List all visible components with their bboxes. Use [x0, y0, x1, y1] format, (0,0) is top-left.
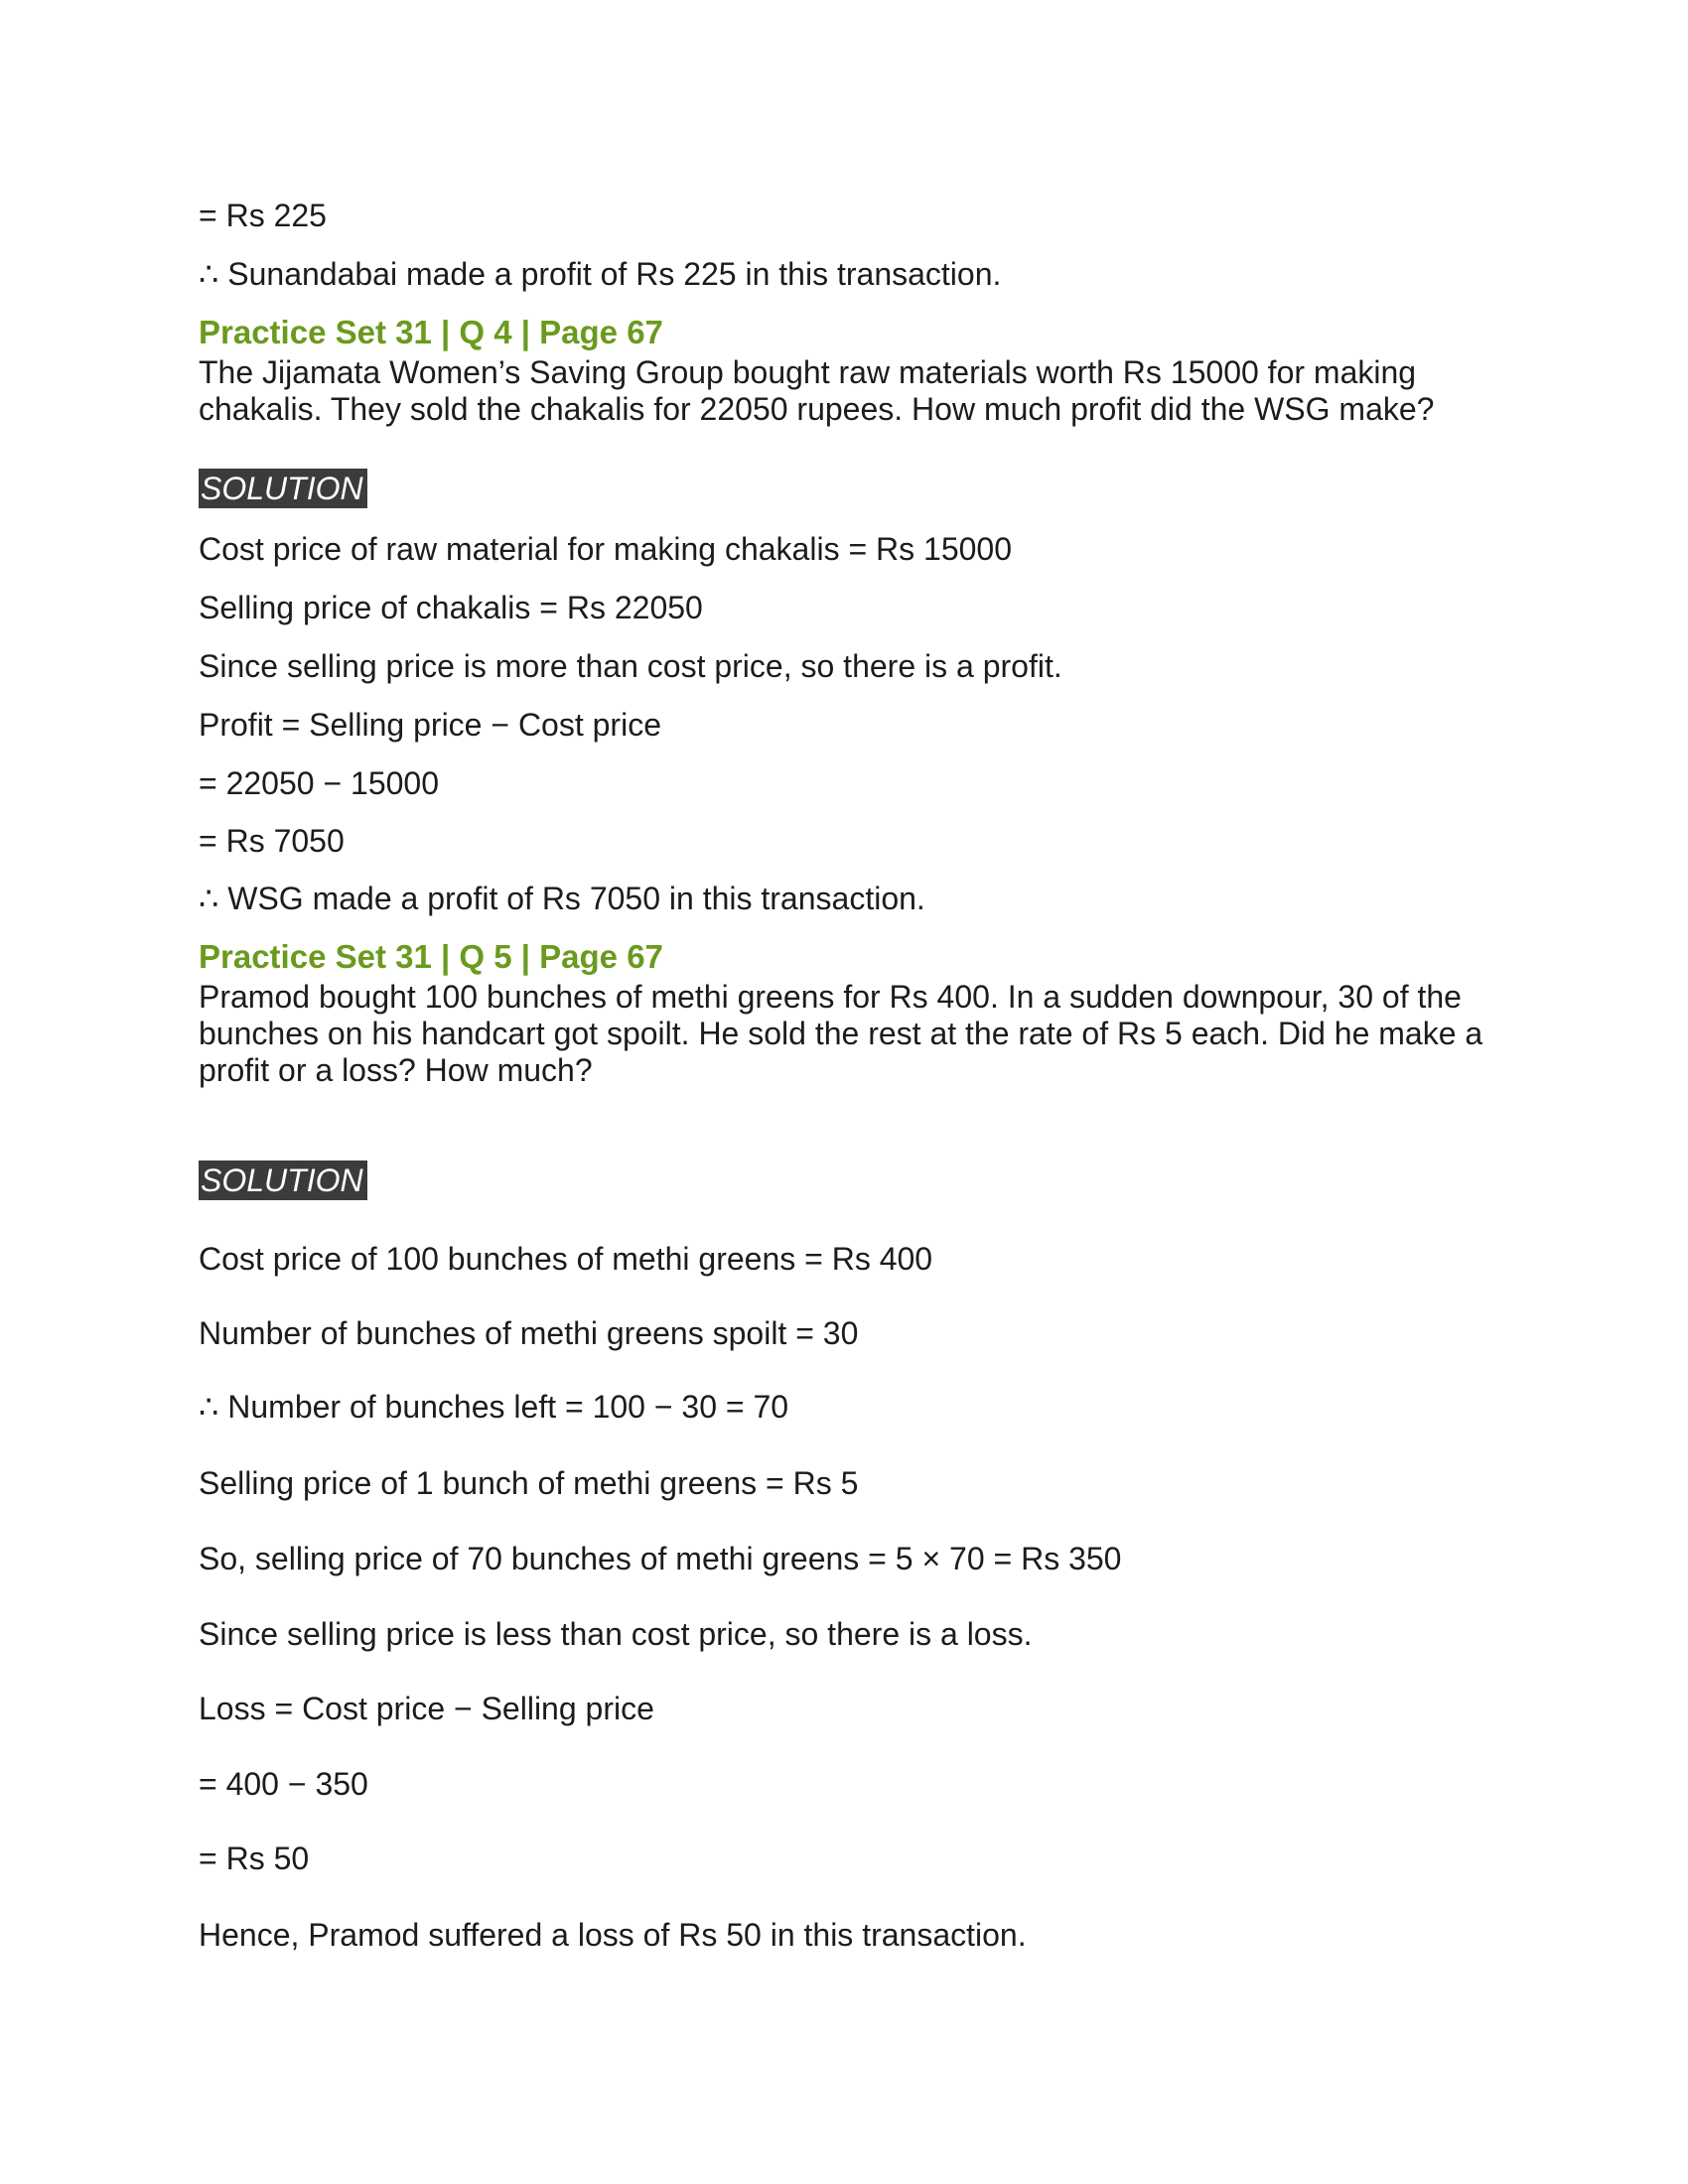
q4-step-4: Profit = Selling price − Cost price: [199, 707, 661, 743]
q5-step-3: ∴ Number of bunches left = 100 − 30 = 70: [199, 1389, 789, 1425]
q4-question: The Jijamata Women’s Saving Group bought raw materials worth Rs 15000 for making chakalis. They sold the chakalis for 22050 rupees. How much profit did the WSG make?: [199, 354, 1435, 427]
previous-result-line: = Rs 225: [199, 198, 327, 233]
q5-solution-label: SOLUTION: [199, 1160, 367, 1200]
q4-step-5: = 22050 − 15000: [199, 765, 440, 801]
q5-step-1: Cost price of 100 bunches of methi greens = Rs 400: [199, 1241, 933, 1277]
q5-step-8: = 400 − 350: [199, 1766, 368, 1802]
q5-step-10: Hence, Pramod suffered a loss of Rs 50 in this transaction.: [199, 1917, 1027, 1953]
q4-heading: Practice Set 31 | Q 4 | Page 67: [199, 314, 663, 350]
q4-solution-label: SOLUTION: [199, 469, 367, 508]
q5-heading: Practice Set 31 | Q 5 | Page 67: [199, 938, 663, 975]
q5-step-2: Number of bunches of methi greens spoilt = 30: [199, 1315, 859, 1351]
previous-conclusion-line: ∴ Sunandabai made a profit of Rs 225 in this transaction.: [199, 256, 1002, 292]
q4-step-3: Since selling price is more than cost price, so there is a profit.: [199, 648, 1062, 684]
q5-step-9: = Rs 50: [199, 1841, 310, 1876]
q4-step-7: ∴ WSG made a profit of Rs 7050 in this transaction.: [199, 881, 925, 916]
q5-step-4: Selling price of 1 bunch of methi greens = Rs 5: [199, 1465, 859, 1501]
q5-step-7: Loss = Cost price − Selling price: [199, 1691, 654, 1726]
q4-step-2: Selling price of chakalis = Rs 22050: [199, 590, 703, 625]
q4-step-6: = Rs 7050: [199, 823, 345, 859]
q5-step-6: Since selling price is less than cost price, so there is a loss.: [199, 1616, 1033, 1652]
q5-question: Pramod bought 100 bunches of methi greens for Rs 400. In a sudden downpour, 30 of the bunches on his handcart got spoilt. He sold the rest at the rate of Rs 5 each. Did he make a profit or a loss? How much?: [199, 979, 1483, 1088]
q5-step-5: So, selling price of 70 bunches of methi greens = 5 × 70 = Rs 350: [199, 1541, 1122, 1576]
q4-step-1: Cost price of raw material for making chakalis = Rs 15000: [199, 531, 1013, 567]
